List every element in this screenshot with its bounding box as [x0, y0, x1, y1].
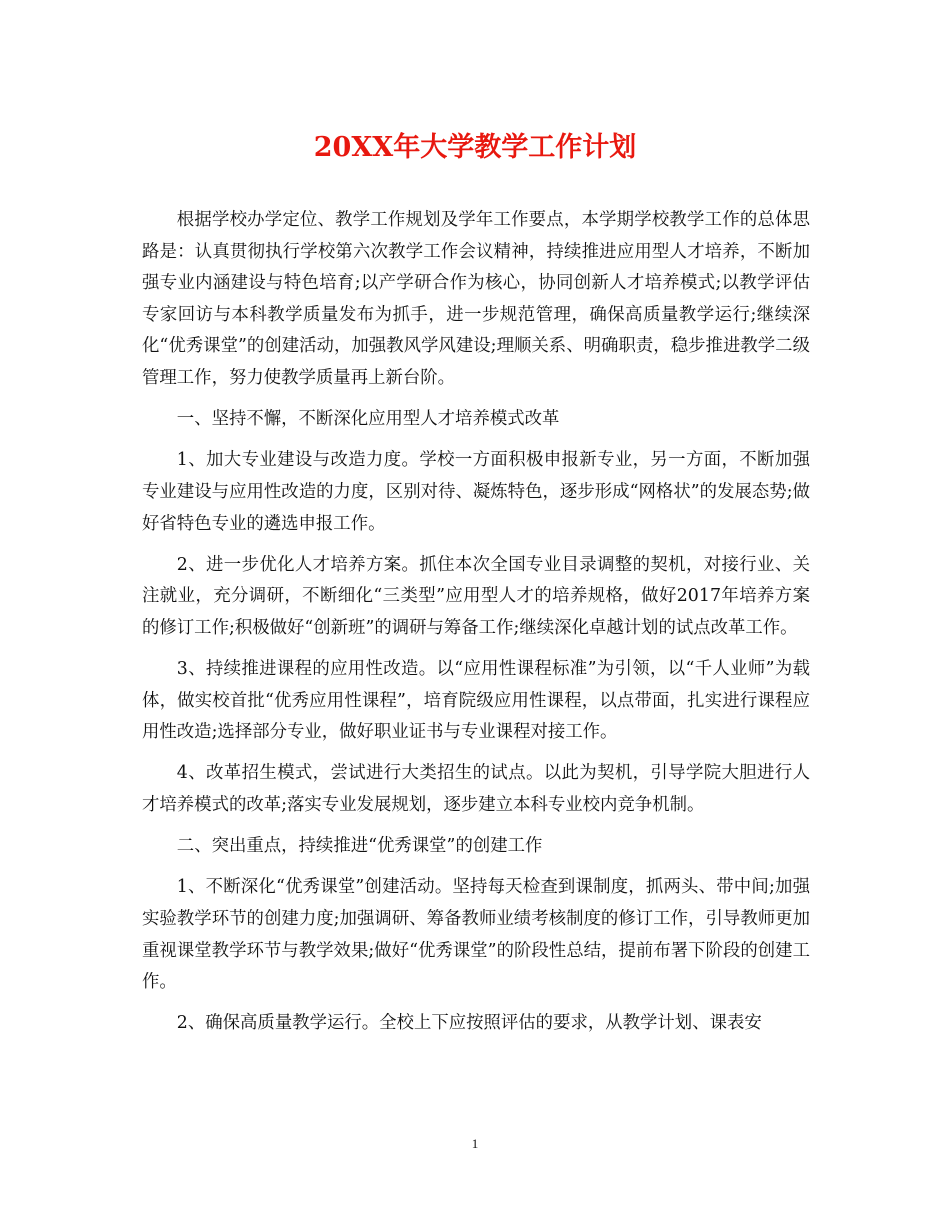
document-body	[142, 205, 810, 1050]
paragraph: 2、确保高质量教学运行。全校上下应按照评估的要求，从教学计划、课表安	[176, 1013, 762, 1034]
paragraph: 2、进一步优化人才培养方案。抓住本次全国专业目录调整的契机，对接行业、关注就业，充分调研，不断细化“三类型”应用型人才的培养规格，做好2017年培养方案的修订工作;积极做好“创新班”的调研与筹备工作;继续深化卓越计划的试点改革工作。	[142, 554, 810, 638]
section-heading-1: 一、坚持不懈，不断深化应用型人才培养模式改革	[176, 409, 560, 430]
intro-paragraph: 根据学校办学定位、教学工作规划及学年工作要点，本学期学校教学工作的总体思路是：认真贯彻执行学校第六次教学工作会议精神，持续推进应用型人才培养，不断加强专业内涵建设与特色培育;以产学研合作为核心，协同创新人才培养模式;以教学评估专家回访与本科教学质量发布为抓手，进一步规范管理，确保高质量教学运行;继续深化“优秀课堂”的创建活动，加强教风学风建设;理顺关系、明确职责，稳步推进教学二级管理工作，努力使教学质量再上新台阶。	[142, 210, 810, 388]
paragraph: 3、持续推进课程的应用性改造。以“应用性课程标准”为引领，以“千人业师”为载体，做实校首批“优秀应用性课程”，培育院级应用性课程，以点带面，扎实进行课程应用性改造;选择部分专业，做好职业证书与专业课程对接工作。	[142, 659, 810, 743]
paragraph: 4、改革招生模式，尝试进行大类招生的试点。以此为契机，引导学院大胆进行人才培养模式的改革;落实专业发展规划，逐步建立本科专业校内竞争机制。	[142, 763, 810, 816]
paragraph: 1、不断深化“优秀课堂”创建活动。坚持每天检查到课制度，抓两头、带中间;加强实验教学环节的创建力度;加强调研、筹备教师业绩考核制度的修订工作，引导教师更加重视课堂教学环节与教学效果;做好“优秀课堂”的阶段性总结，提前布署下阶段的创建工作。	[142, 877, 810, 993]
page-number: 1	[471, 1136, 479, 1151]
paragraph: 1、加大专业建设与改造力度。学校一方面积极申报新专业，另一方面，不断加强专业建设与应用性改造的力度，区别对待、凝炼特色，逐步形成“网格状”的发展态势;做好省特色专业的遴选申报工作。	[142, 450, 810, 534]
document-title: 20XX年大学教学工作计划	[313, 132, 637, 163]
section-heading-2: 二、突出重点，持续推进“优秀课堂”的创建工作	[176, 836, 543, 857]
